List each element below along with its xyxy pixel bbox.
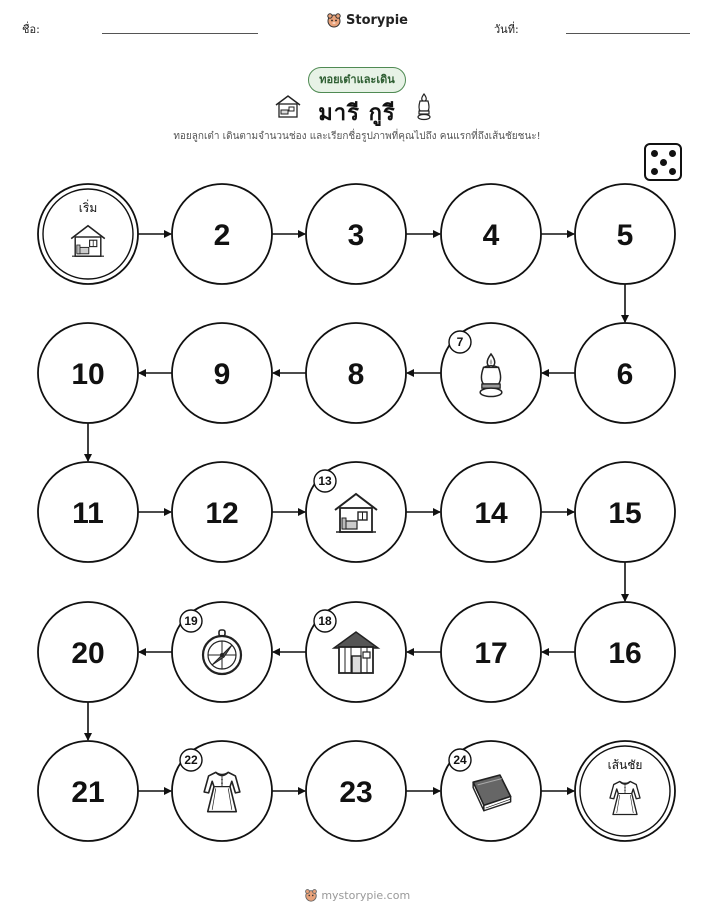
board-cell-11 — [38, 462, 138, 562]
cell-number: 21 — [71, 776, 105, 809]
board-cell-2 — [172, 184, 272, 284]
board-cell-19 — [172, 602, 272, 702]
cell-number: 23 — [339, 776, 373, 809]
start-label: เริ่ม — [78, 201, 98, 215]
cell-number: 6 — [616, 358, 634, 391]
board-cell-4 — [441, 184, 541, 284]
cell-number: 22 — [184, 753, 198, 767]
name-label: ชื่อ: — [22, 23, 40, 36]
board-cell-22 — [172, 741, 272, 841]
storypie-footer-logo-icon — [304, 888, 318, 902]
cell-number: 18 — [318, 614, 332, 628]
cell-number: 10 — [71, 358, 105, 391]
board-cell-13 — [306, 462, 406, 562]
board-cell-7 — [441, 323, 541, 423]
cell-number: 16 — [608, 637, 642, 670]
dress-icon — [610, 782, 640, 815]
cell-number: 17 — [474, 637, 508, 670]
cell-number: 3 — [347, 219, 365, 252]
instructions: ทอยลูกเต๋า เดินตามจำนวนช่อง และเรียกชื่อรูปภาพที่คุณไปถึง คนแรกที่ถึงเส้นชัยชนะ! — [173, 131, 541, 142]
board-cell-9 — [172, 323, 272, 423]
board-cell-24 — [441, 741, 541, 841]
cell-circle — [38, 184, 138, 284]
board-cell-17 — [441, 602, 541, 702]
board-cell-21 — [38, 741, 138, 841]
board-cell-6 — [575, 323, 675, 423]
board-cell-5 — [575, 184, 675, 284]
board-cell-3 — [306, 184, 406, 284]
board-cell-12 — [172, 462, 272, 562]
brand-name: Storypie — [346, 12, 408, 28]
cell-number: 15 — [608, 497, 642, 530]
cell-number: 19 — [184, 614, 198, 628]
board-cell-14 — [441, 462, 541, 562]
board-cell-23 — [306, 741, 406, 841]
cell-number: 9 — [213, 358, 231, 391]
board-cell-1 — [38, 184, 138, 284]
cell-number: 2 — [213, 219, 231, 252]
cell-number: 24 — [453, 753, 467, 767]
board-cell-25 — [575, 741, 675, 841]
board-cell-8 — [306, 323, 406, 423]
footer-site: mystorypie.com — [321, 889, 411, 902]
board-cell-18 — [306, 602, 406, 702]
board-cell-10 — [38, 323, 138, 423]
cell-number: 4 — [482, 219, 500, 252]
cell-number: 7 — [456, 335, 464, 349]
cell-number: 13 — [318, 474, 332, 488]
board-cell-15 — [575, 462, 675, 562]
board-cells — [38, 184, 675, 841]
date-label: วันที่: — [494, 23, 519, 36]
cell-number: 11 — [72, 497, 104, 530]
board-cell-20 — [38, 602, 138, 702]
cell-number: 14 — [474, 497, 508, 530]
page-title: มารี กูรี — [318, 101, 396, 126]
board-cell-16 — [575, 602, 675, 702]
cell-number: 12 — [205, 497, 239, 530]
cell-number: 5 — [616, 219, 634, 252]
finish-label: เส้นชัย — [607, 758, 643, 772]
footer — [0, 888, 714, 902]
dress-icon — [204, 772, 240, 811]
game-type-badge: ทอยเต๋าและเดิน — [308, 67, 406, 93]
cell-number: 8 — [347, 358, 365, 391]
cell-number: 20 — [71, 637, 105, 670]
